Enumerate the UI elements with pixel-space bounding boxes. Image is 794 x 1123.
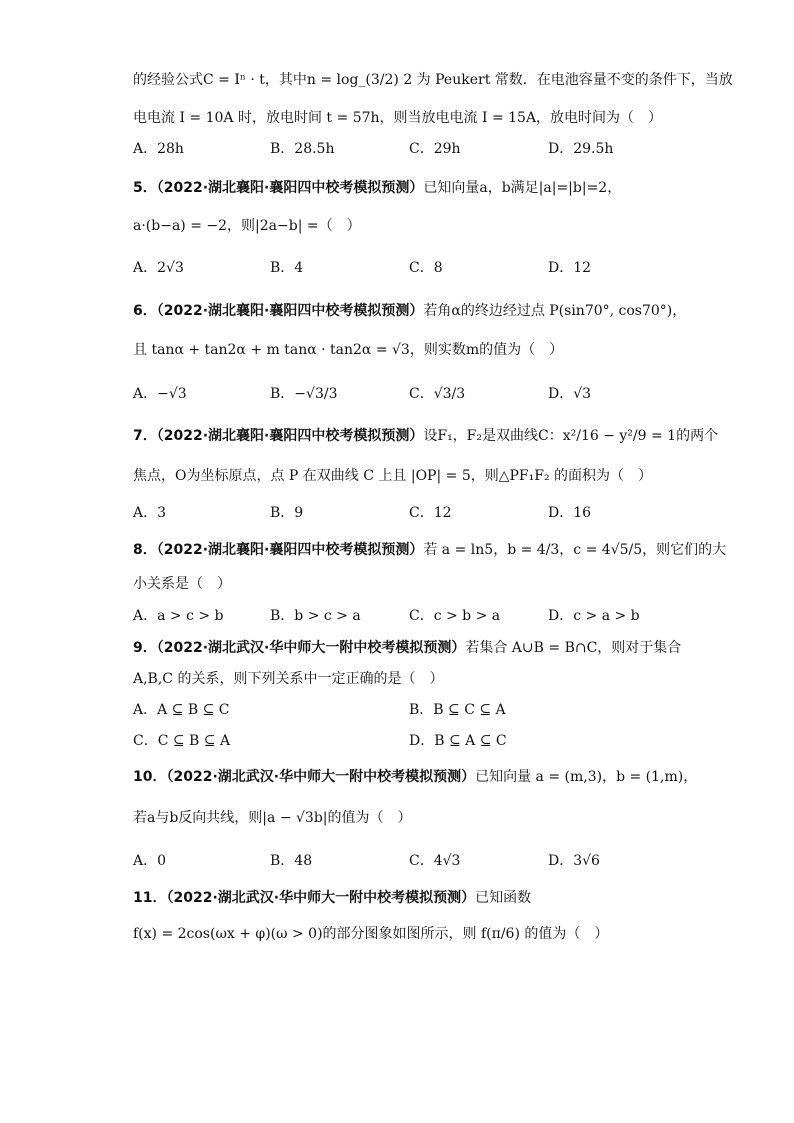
option-d: D．29.5h bbox=[548, 141, 614, 157]
option-a: A．a > c > b bbox=[133, 608, 224, 624]
question-6-line-2: 且 tanα + tan2α + m tanα · tan2α = √3，则实数m的值为（ ） bbox=[133, 342, 564, 358]
question-text: 已知向量a，b满足|a|=|b|=2， bbox=[423, 180, 622, 196]
question-text: 若角α的终边经过点 P(sin70°, cos70°)， bbox=[423, 303, 687, 319]
option-a: A．−√3 bbox=[133, 386, 187, 402]
question-5-stem bbox=[133, 178, 621, 198]
question-number: 8． bbox=[133, 542, 157, 558]
option-c: C．4√3 bbox=[409, 853, 461, 869]
continuation-line-1: 的经验公式C = Iⁿ · t，其中n = log_(3/2) 2 为 Peukert 常数．在电池容量不变的条件下，当放 bbox=[133, 72, 733, 88]
question-number: 7． bbox=[133, 428, 157, 444]
question-11-stem bbox=[133, 888, 531, 908]
option-d: D．√3 bbox=[548, 386, 592, 402]
question-5-line-2: a·(b−a) = −2，则|2a−b| =（ ） bbox=[133, 218, 361, 234]
continuation-line-2: 电电流 I = 10A 时，放电时间 t = 57h，则当放电电流 I = 15A，放电时间为（ ） bbox=[133, 110, 663, 126]
question-number: 10． bbox=[133, 769, 167, 785]
question-7-stem bbox=[133, 426, 718, 446]
question-number: 6． bbox=[133, 303, 157, 319]
option-c: C．c > b > a bbox=[409, 608, 501, 624]
question-7-line-2: 焦点，O为坐标原点，点 P 在双曲线 C 上且 |OP| = 5，则△PF₁F₂ 的面积为（ ） bbox=[133, 468, 653, 484]
question-source: （2022·湖北襄阳·襄阳四中校考模拟预测） bbox=[156, 180, 424, 196]
option-b: B．b > c > a bbox=[270, 608, 361, 624]
option-c: C．12 bbox=[409, 505, 452, 521]
question-number: 9． bbox=[133, 640, 157, 656]
question-text: 已知向量 a = (m,3)，b = (1,m)， bbox=[475, 769, 698, 785]
option-b: B．B ⊆ C ⊆ A bbox=[409, 702, 506, 718]
question-source: （2022·湖北武汉·华中师大一附中校考模拟预测） bbox=[166, 769, 476, 785]
question-9-stem bbox=[133, 638, 681, 658]
option-d: D．B ⊆ A ⊆ C bbox=[409, 733, 507, 749]
question-text: 若集合 A∪B = B∩C，则对于集合 bbox=[465, 640, 682, 656]
option-b: B．48 bbox=[270, 853, 313, 869]
option-c: C．√3/3 bbox=[409, 386, 466, 402]
question-text: 已知函数 bbox=[475, 890, 532, 906]
option-a: A．2√3 bbox=[133, 260, 184, 276]
option-b: B．4 bbox=[270, 260, 304, 276]
question-8-line-2: 小关系是（ ） bbox=[133, 576, 231, 592]
option-a: A．0 bbox=[133, 853, 167, 869]
option-c: C．C ⊆ B ⊆ A bbox=[133, 733, 231, 749]
question-number: 11． bbox=[133, 890, 167, 906]
question-9-line-2: A,B,C 的关系，则下列关系中一定正确的是（ ） bbox=[133, 671, 444, 687]
question-11-line-2: f(x) = 2cos(ωx + φ)(ω > 0)的部分图象如图所示，则 f(π/6) 的值为（ ） bbox=[133, 926, 609, 942]
option-d: D．12 bbox=[548, 260, 592, 276]
option-b: B．28.5h bbox=[270, 141, 335, 157]
question-6-stem bbox=[133, 301, 686, 321]
option-d: D．c > a > b bbox=[548, 608, 640, 624]
question-text: 设F₁，F₂是双曲线C：x²/16 − y²/9 = 1的两个 bbox=[423, 428, 719, 444]
question-source: （2022·湖北襄阳·襄阳四中校考模拟预测） bbox=[156, 542, 424, 558]
question-10-line-2: 若a与b反向共线，则|a − √3b|的值为（ ） bbox=[133, 810, 412, 826]
option-d: D．3√6 bbox=[548, 853, 600, 869]
option-b: B．−√3/3 bbox=[270, 386, 338, 402]
option-a: A．3 bbox=[133, 505, 167, 521]
question-source: （2022·湖北襄阳·襄阳四中校考模拟预测） bbox=[156, 303, 424, 319]
question-10-stem bbox=[133, 767, 697, 787]
option-c: C．8 bbox=[409, 260, 443, 276]
option-c: C．29h bbox=[409, 141, 461, 157]
option-d: D．16 bbox=[548, 505, 592, 521]
question-8-stem bbox=[133, 540, 726, 560]
question-source: （2022·湖北武汉·华中师大一附中校考模拟预测） bbox=[166, 890, 476, 906]
question-source: （2022·湖北武汉·华中师大一附中校考模拟预测） bbox=[156, 640, 466, 656]
option-a: A．28h bbox=[133, 141, 184, 157]
question-source: （2022·湖北襄阳·襄阳四中校考模拟预测） bbox=[156, 428, 424, 444]
option-b: B．9 bbox=[270, 505, 304, 521]
question-number: 5． bbox=[133, 180, 157, 196]
option-a: A．A ⊆ B ⊆ C bbox=[133, 702, 230, 718]
question-text: 若 a = ln5，b = 4/3，c = 4√5/5，则它们的大 bbox=[423, 542, 727, 558]
